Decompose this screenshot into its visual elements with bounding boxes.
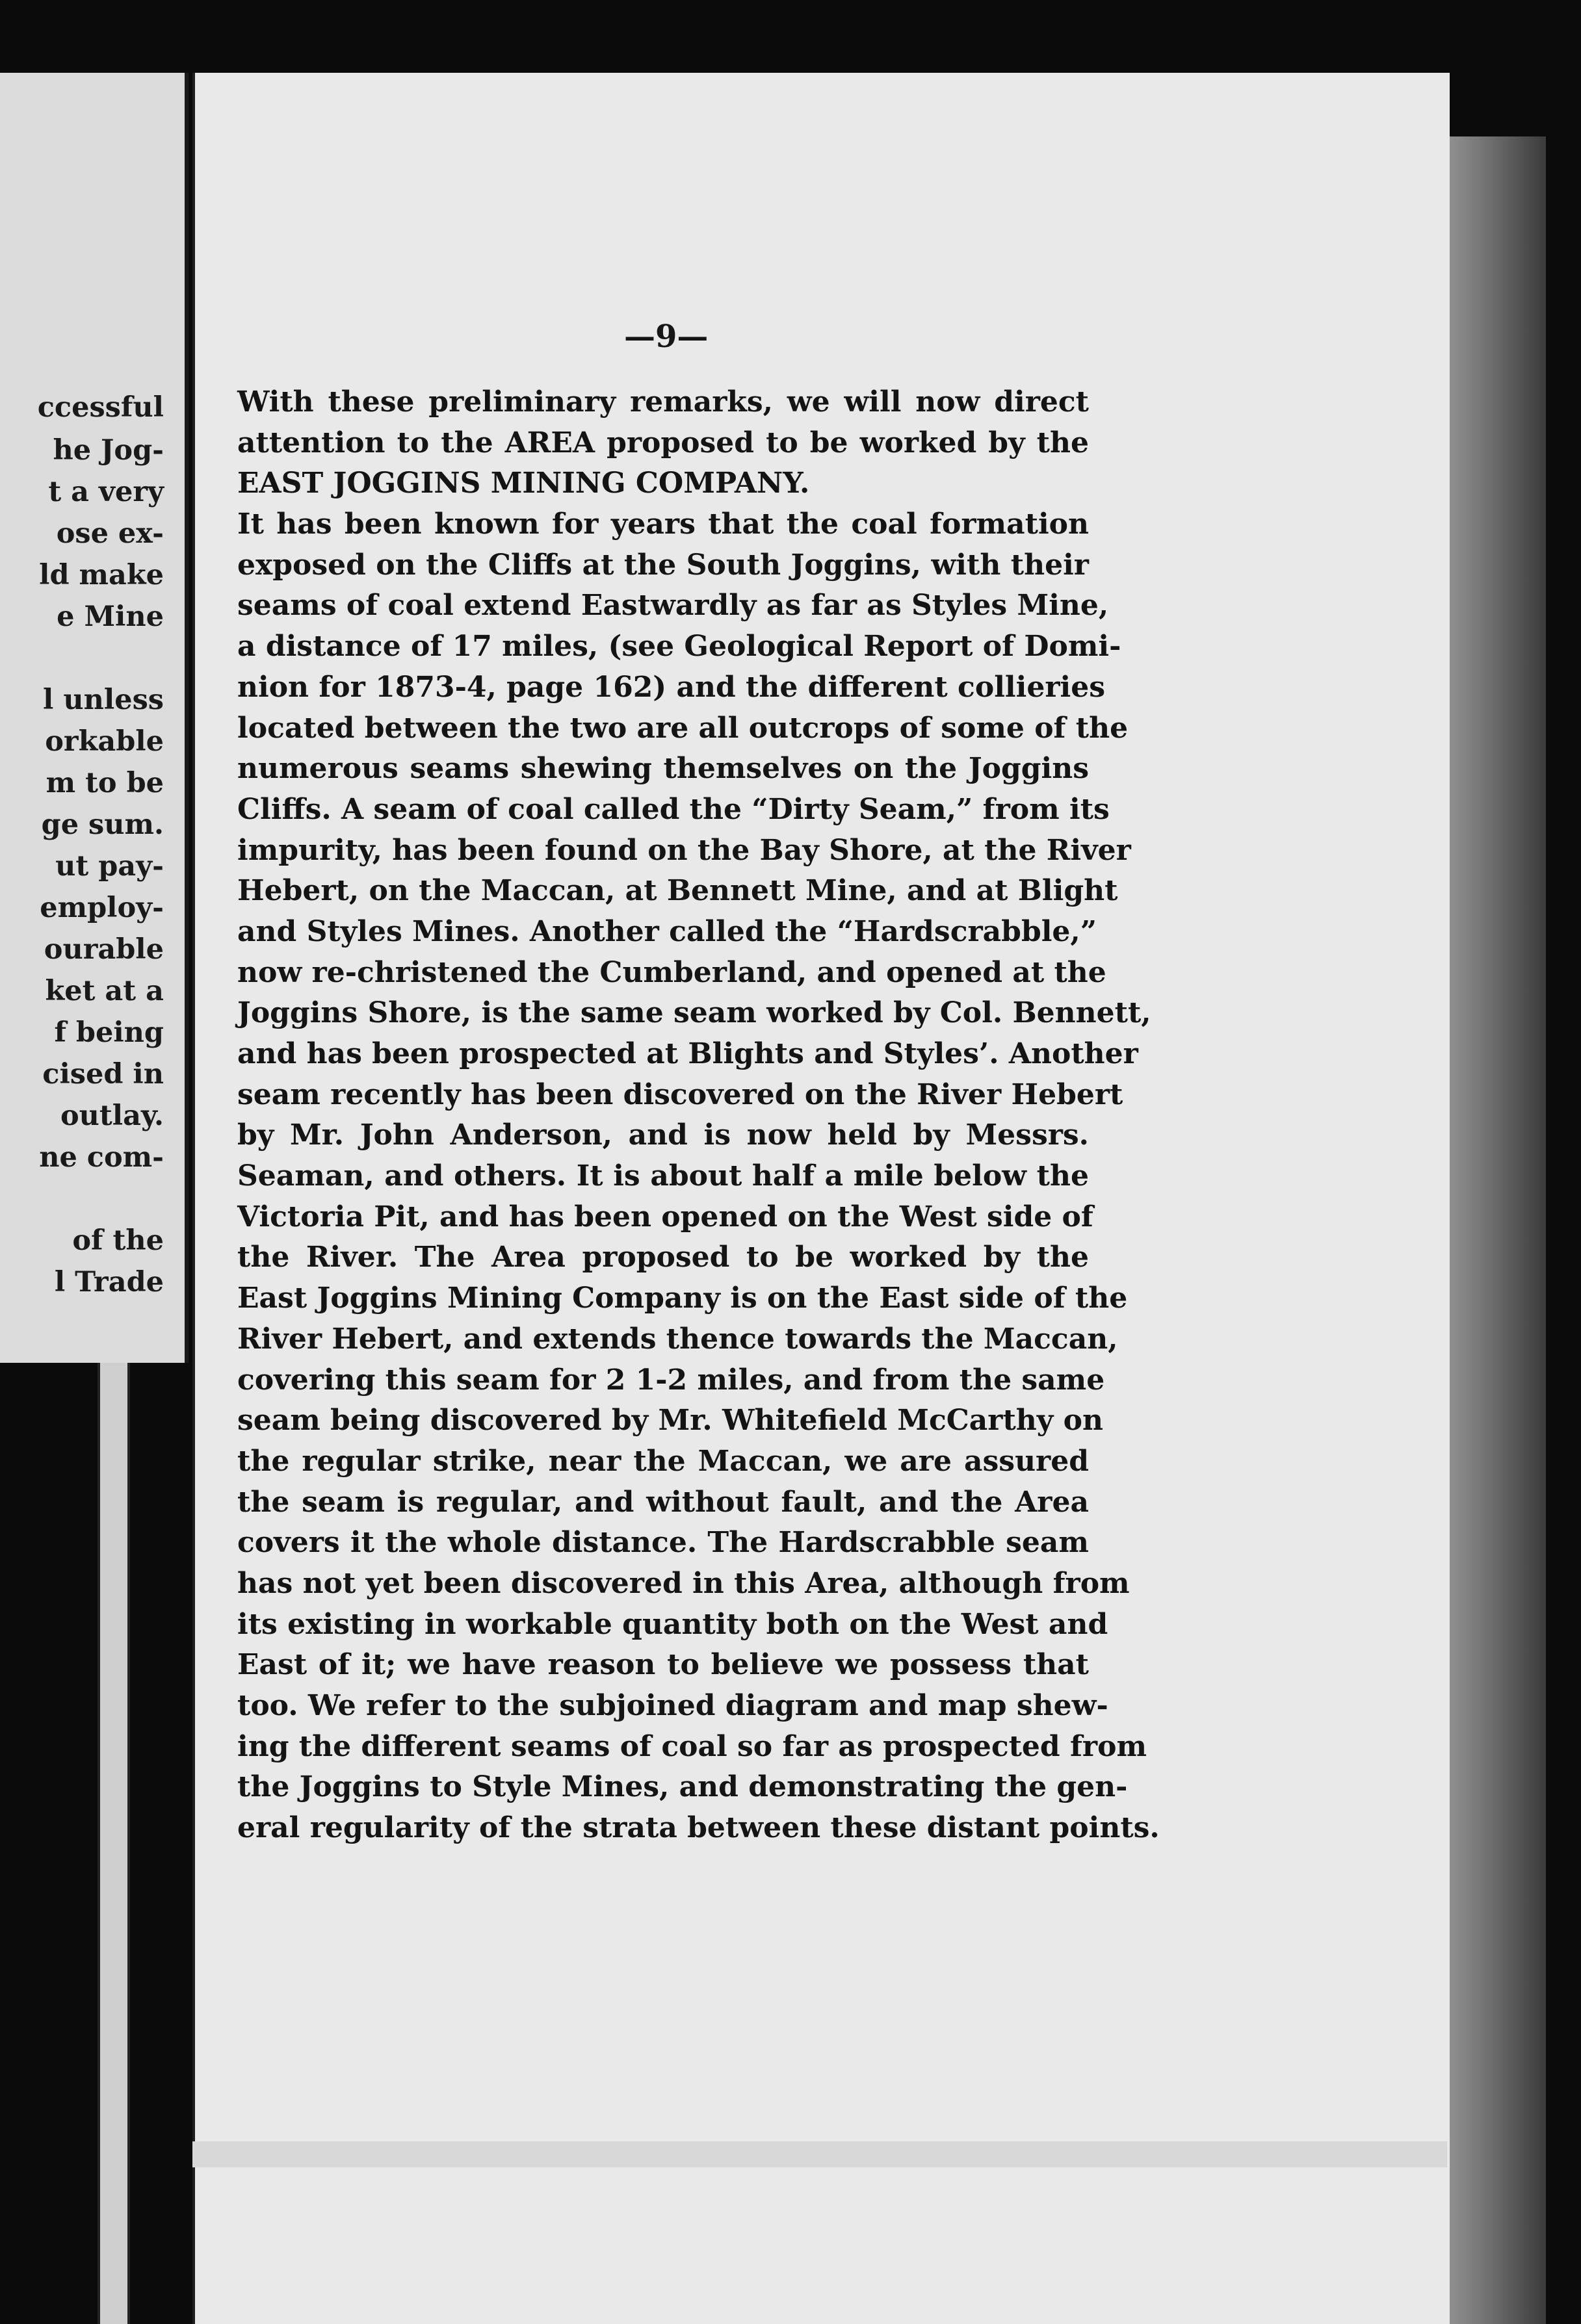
text-line: by Mr. John Anderson, and is now held by Messrs. — [237, 1118, 1089, 1152]
text-line: the River. The Area proposed to be worked by the — [237, 1241, 1089, 1274]
page-edge — [1437, 136, 1546, 2324]
text-line: a distance of 17 miles, (see Geological Report of Domi- — [237, 630, 1121, 664]
text-line: numerous seams shewing themselves on the Joggins — [237, 752, 1089, 786]
page-fold — [98, 1363, 130, 2324]
left-fragment-line: ne com- — [39, 1141, 164, 1174]
text-line: covering this seam for 2 1-2 miles, and from the same — [237, 1363, 1105, 1397]
page-body-text — [237, 382, 1160, 1849]
text-line: seams of coal extend Eastwardly as far as Styles Mine, — [237, 589, 1109, 623]
left-fragment-line: ket at a — [45, 975, 164, 1007]
text-line: East Joggins Mining Company is on the East side of the — [237, 1282, 1128, 1315]
text-line: located between the two are all outcrops of some of the — [237, 711, 1129, 745]
left-fragment-line: m to be — [46, 767, 164, 799]
left-fragment-line: ge sum. — [41, 808, 164, 841]
text-line: It has been known for years that the coal formation — [237, 508, 1089, 541]
page-number: —9— — [624, 318, 709, 355]
text-line: the regular strike, near the Maccan, we are assured — [237, 1444, 1089, 1478]
text-line: impurity, has been found on the Bay Shore, at the River — [237, 833, 1131, 867]
page-bottom-shadow — [192, 2141, 1447, 2167]
left-fragment-line: outlay. — [60, 1100, 164, 1132]
left-fragment-line: t a very — [48, 476, 164, 508]
left-fragment-line: he Jog- — [53, 434, 164, 467]
text-line: eral regularity of the strata between these distant points. — [237, 1811, 1160, 1845]
text-line: and has been prospected at Blights and Styles’. Another — [237, 1037, 1138, 1070]
text-line: and Styles Mines. Another called the “Hardscrabble,” — [237, 914, 1097, 948]
text-line: EAST JOGGINS MINING COMPANY. — [237, 467, 810, 500]
text-line: With these preliminary remarks, we will now direct — [237, 385, 1089, 419]
text-line: nion for 1873-4, page 162) and the different collieries — [237, 670, 1105, 704]
text-line: now re-christened the Cumberland, and opened at the — [237, 955, 1106, 989]
text-line: the seam is regular, and without fault, and the Area — [237, 1485, 1089, 1519]
text-line: too. We refer to the subjoined diagram and map shew- — [237, 1689, 1108, 1722]
text-line: has not yet been discovered in this Area, although from — [237, 1566, 1130, 1600]
text-line: exposed on the Cliffs at the South Joggins, with their — [237, 548, 1089, 582]
left-fragment-line: employ- — [40, 892, 164, 924]
text-line: seam being discovered by Mr. Whitefield McCarthy on — [237, 1404, 1104, 1438]
left-fragment-line: e Mine — [57, 600, 164, 633]
left-fragment-line: l unless — [43, 684, 164, 716]
text-line: seam recently has been discovered on the River Hebert — [237, 1078, 1123, 1111]
text-line: River Hebert, and extends thence towards the Maccan, — [237, 1322, 1118, 1356]
left-fragment-line: orkable — [45, 725, 164, 758]
left-fragment-line: ld make — [39, 559, 164, 591]
left-fragment-line: f being — [54, 1016, 164, 1049]
text-line: ing the different seams of coal so far as prospected from — [237, 1729, 1147, 1763]
text-line: attention to the AREA proposed to be worked by the — [237, 426, 1089, 459]
left-page-fragment — [0, 73, 189, 1363]
text-line: Hebert, on the Maccan, at Bennett Mine, and at Blight — [237, 874, 1118, 908]
text-line: Joggins Shore, is the same seam worked by Col. Bennett, — [237, 996, 1151, 1030]
left-fragment-line: ose ex- — [56, 517, 164, 550]
text-line: Cliffs. A seam of coal called the “Dirty Seam,” from its — [237, 792, 1110, 826]
text-line: Victoria Pit, and has been opened on the West side of — [237, 1200, 1093, 1233]
left-fragment-line: ccessful — [37, 391, 164, 424]
left-fragment-line: ut pay- — [55, 850, 164, 883]
left-fragment-line: cised in — [42, 1058, 164, 1091]
text-line: the Joggins to Style Mines, and demonstrating the gen- — [237, 1770, 1128, 1804]
left-fragment-line: ourable — [44, 933, 164, 966]
text-line: Seaman, and others. It is about half a mile below the — [237, 1159, 1089, 1193]
text-line: covers it the whole distance. The Hardscrabble seam — [237, 1526, 1089, 1560]
left-fragment-line: l Trade — [54, 1266, 164, 1298]
text-line: East of it; we have reason to believe we possess that — [237, 1648, 1089, 1682]
left-fragment-line: of the — [72, 1224, 164, 1257]
text-line: its existing in workable quantity both on the West and — [237, 1607, 1108, 1641]
